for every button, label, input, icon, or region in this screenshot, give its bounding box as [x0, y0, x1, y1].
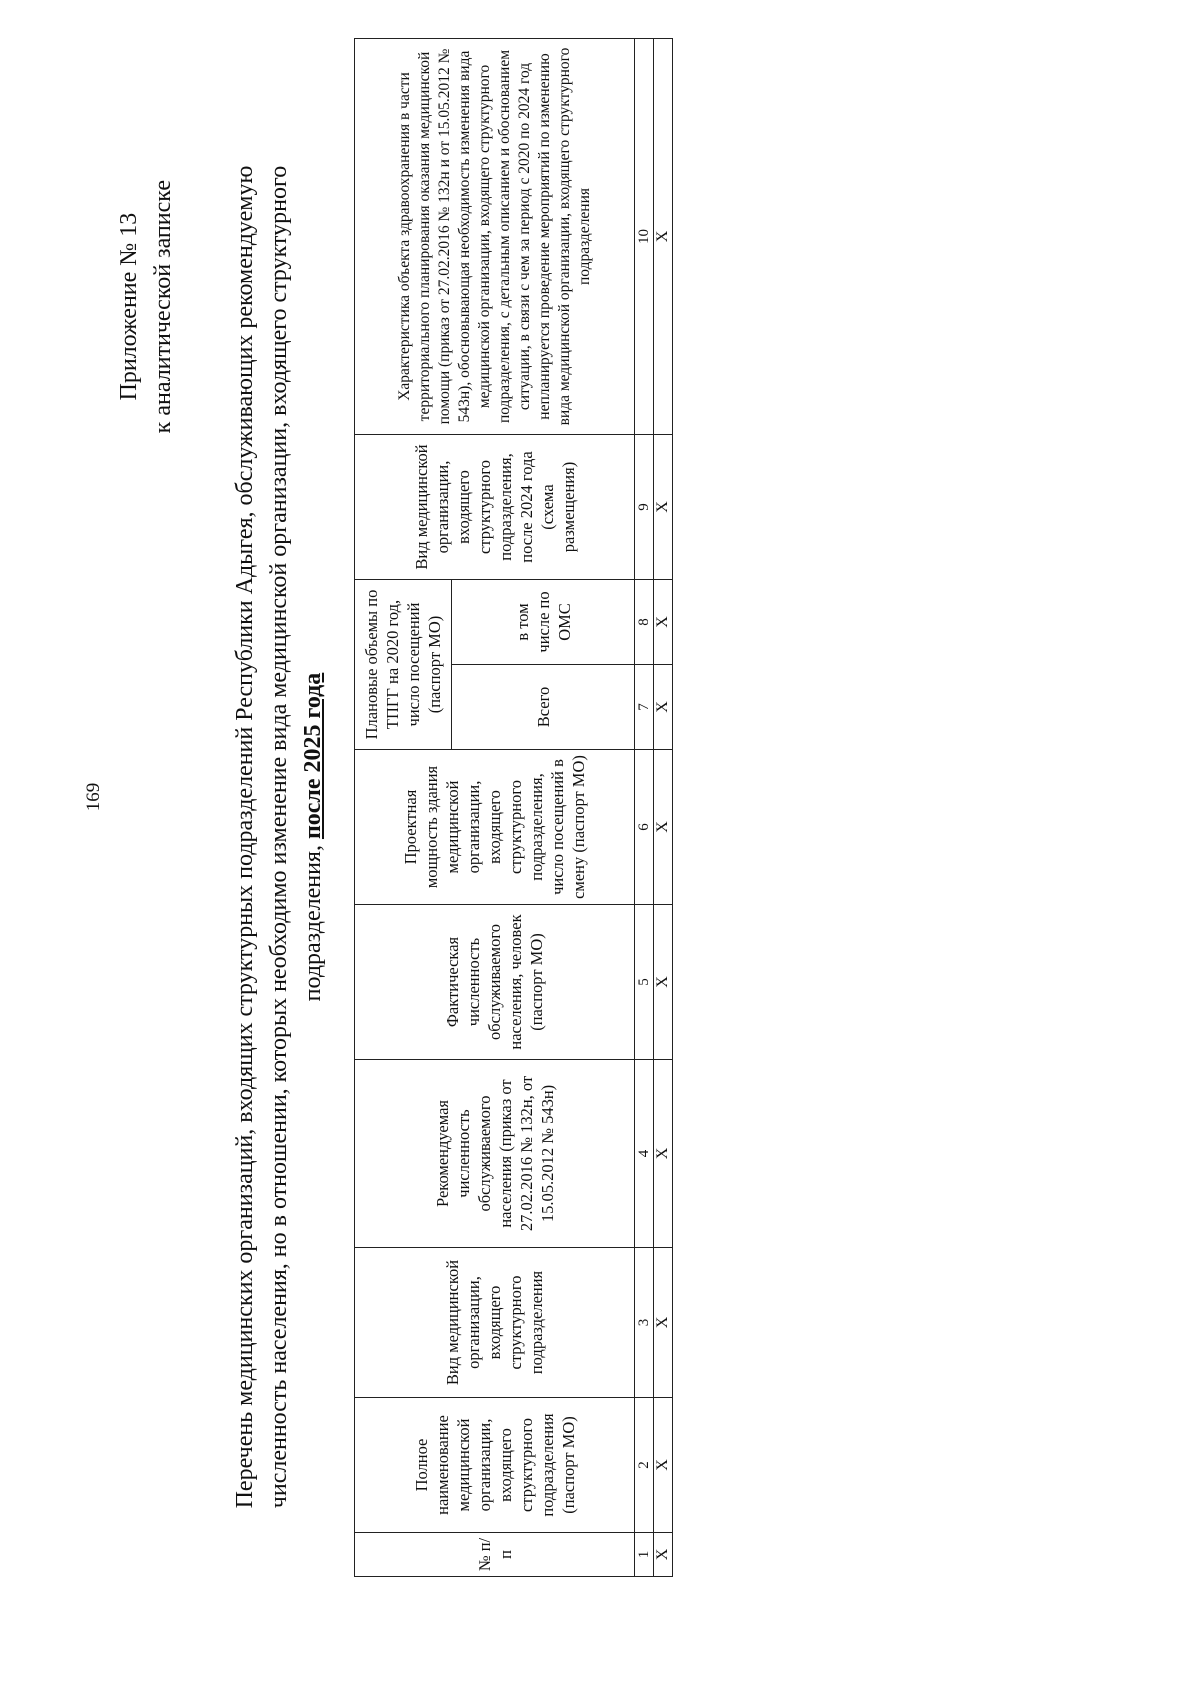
index-cell: 6	[635, 750, 654, 905]
document-title	[228, 147, 330, 1527]
index-cell: 3	[635, 1248, 654, 1398]
index-cell: 7	[635, 665, 654, 750]
register-table	[354, 38, 673, 1577]
index-cell: 8	[635, 580, 654, 665]
header-org-type-after-2024: Вид медицинской организации, входящего структурного подразделения, после 2024 года (схема размещения)	[355, 435, 635, 580]
table-cell: Х	[654, 750, 673, 905]
header-actual-population: Фактическая численность обслуживаемого населения, человек (паспорт МО)	[355, 905, 635, 1060]
header-total: Всего	[452, 665, 635, 750]
page-number: 169	[83, 782, 104, 812]
appendix-line-1: Приложение № 13	[116, 212, 142, 401]
table-cell: Х	[654, 1533, 673, 1577]
title-text: Перечень медицинских организаций, входящих структурных подразделений Республики Адыгея, обслуживающих рекомендуемую численность населения, но в отношении, которых необходимо изменение вида медицинской организации, входящего структурного подразделения,	[232, 165, 326, 1509]
index-cell: 4	[635, 1060, 654, 1248]
appendix-heading	[112, 180, 180, 433]
header-row-1	[355, 39, 452, 1577]
header-planned-volumes: Плановые объемы по ТПГГ на 2020 год, число посещений (паспорт МО)	[355, 580, 452, 750]
appendix-line-2: к аналитической записке	[150, 180, 176, 434]
header-number: № п/п	[355, 1533, 635, 1577]
table-cell: Х	[654, 1398, 673, 1533]
index-cell: 2	[635, 1398, 654, 1533]
index-row	[635, 39, 654, 1577]
table-cell: Х	[654, 435, 673, 580]
index-cell: 10	[635, 39, 654, 435]
header-including-oms: в том числе по ОМС	[452, 580, 635, 665]
header-recommended-population: Рекомендуемая численность обслуживаемого населения (приказ от 27.02.2016 № 132н, от 15.05.2012 № 543н)	[355, 1060, 635, 1248]
table-cell: Х	[654, 580, 673, 665]
index-cell: 1	[635, 1533, 654, 1577]
title-emphasis: после 2025 года	[300, 672, 326, 840]
table-cell: Х	[654, 1248, 673, 1398]
index-cell: 9	[635, 435, 654, 580]
index-cell: 5	[635, 905, 654, 1060]
header-org-type: Вид медицинской организации, входящего структурного подразделения	[355, 1248, 635, 1398]
table-cell: Х	[654, 39, 673, 435]
table-cell: Х	[654, 1060, 673, 1248]
table-cell: Х	[654, 665, 673, 750]
header-characteristics: Характеристика объекта здравоохранения в части территориального планирования оказания медицинской помощи (приказ от 27.02.2016 № 132н и от 15.05.2012 № 543н), обосновывающая необходимость изменения вида медицинской организации, входящего структурного подразделения, с детальным описанием и обоснованием ситуации, в связи с чем за период с 2020 по 2024 год непланируется проведение мероприятий по изменению вида медицинской организации, входящего структурного подразделения	[355, 39, 635, 435]
header-full-name: Полное наименование медицинской организации, входящего структурного подразделения (паспорт МО)	[355, 1398, 635, 1533]
table-row	[654, 39, 673, 1577]
header-design-capacity: Проектная мощность здания медицинской организации, входящего структурного подразделения, число посещений в смену (паспорт МО)	[355, 750, 635, 905]
table-cell: Х	[654, 905, 673, 1060]
